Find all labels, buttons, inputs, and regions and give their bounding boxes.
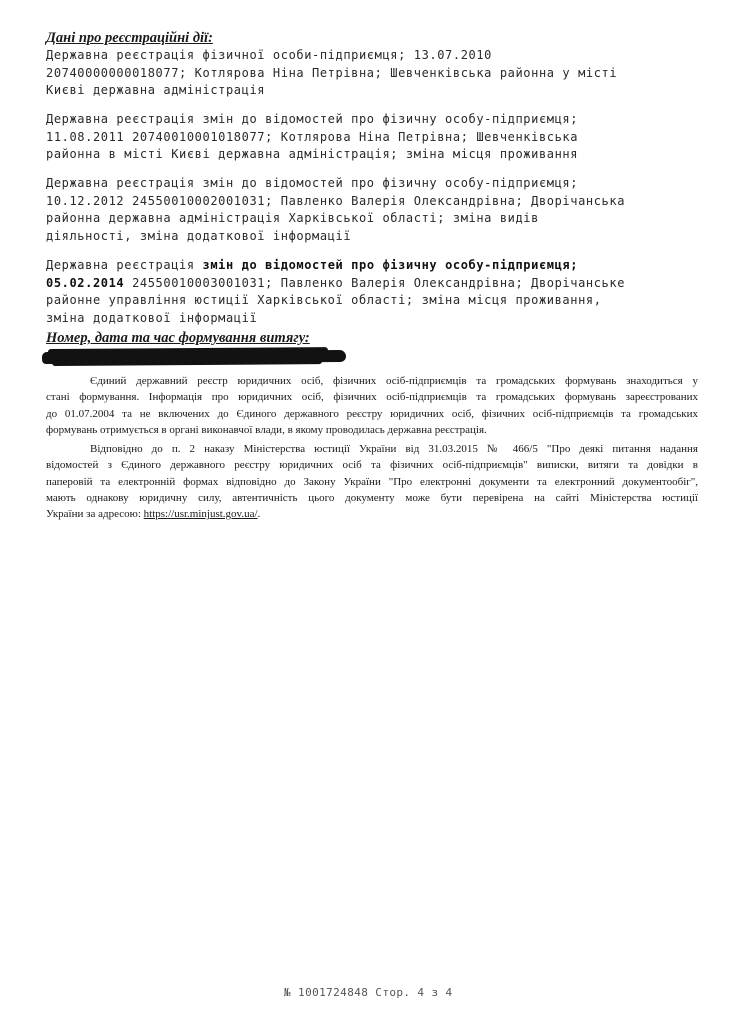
extract-heading: Номер, дата та час формування витягу: xyxy=(46,330,310,346)
entry-4-prefix: Державна реєстрація xyxy=(46,258,203,272)
entry-4-date: 05.02.2014 xyxy=(46,275,125,290)
legal-line-5-prefix: України за адресою: xyxy=(46,508,144,521)
legal-line-4: мають однакову юридичну силу, автентичність цього документу може бути перевірена на сайті Міністерства юстиції xyxy=(46,491,698,504)
notice-line-4: формувань отримується в органі виконавчої влади, в якому проводилась державна реєстрація. xyxy=(46,423,487,436)
minjust-link[interactable]: https://usr.minjust.gov.ua/ xyxy=(143,508,258,521)
entry-4-line-2 xyxy=(46,275,706,293)
registration-entry-3 xyxy=(46,175,706,245)
legal-line-5 xyxy=(46,506,698,522)
entry-2-line-2: 11.08.2011 20740010001018077; Котлярова Ніна Петрівна; Шевченківська xyxy=(46,129,579,144)
legal-line-1: Відповідно до п. 2 наказу Міністерства юстиції України від 31.03.2015 № 466/5 "Про деякі питання надання xyxy=(90,443,698,455)
entry-4-line-1 xyxy=(46,257,706,275)
registry-notice-paragraph xyxy=(46,373,698,438)
entry-3-line-1: Державна реєстрація змін до відомостей про фізичну особу-підприємця; xyxy=(46,176,579,190)
legal-line-5-suffix: . xyxy=(257,508,261,521)
notice-line-1: Єдиний державний реєстр юридичних осіб, фізичних осіб-підприємців та громадських формувань знаходиться у xyxy=(90,375,698,387)
registration-heading: Дані про реєстраційні дії: xyxy=(46,30,213,46)
entry-4-details: 24550010003001031; Павленко Валерія Олександрівна; Дворічанське xyxy=(124,275,626,290)
entry-3-line-4: діяльності, зміна додаткової інформації xyxy=(46,228,352,243)
notice-line-3: до 01.07.2004 та не включених до Єдиного державного реєстру юридичних осіб, фізичних осіб-підприємців та громадських xyxy=(46,407,698,420)
legal-line-2: відомостей з Єдиного державного реєстру юридичних осіб та фізичних осіб-підприємців" виписки, витяги та довідки в xyxy=(46,459,698,472)
registration-entry-1 xyxy=(46,47,706,100)
entry-4-bold-text: змін до відомостей про фізичну особу-підприємця; xyxy=(202,258,579,272)
legal-notice-paragraph xyxy=(46,441,698,522)
registration-entry-2 xyxy=(46,111,706,164)
entry-3-line-3: районна державна адміністрація Харківської області; зміна видів xyxy=(46,211,539,226)
entry-1-line-2: 20740000000018077; Котлярова Ніна Петрівна; Шевченківська районна у місті xyxy=(46,65,618,80)
entry-2-line-1: Державна реєстрація змін до відомостей про фізичну особу-підприємця; xyxy=(46,112,579,126)
entry-4-line-3: районне управління юстиції Харківської області; зміна місця проживання, xyxy=(46,293,602,308)
page-footer: № 1001724848 Стор. 4 з 4 xyxy=(284,986,453,999)
redaction-mark xyxy=(42,350,346,364)
entry-1-line-3: Києві державна адміністрація xyxy=(46,83,266,98)
entry-3-line-2: 10.12.2012 24550010002001031; Павленко Валерія Олександрівна; Дворічанська xyxy=(46,193,626,208)
registration-entry-4 xyxy=(46,257,706,327)
entry-4-line-4: зміна додаткової інформації xyxy=(46,310,258,325)
legal-line-3: паперовій та електронній формах відповідно до Закону України "Про електронні документи та електронний документообіг", xyxy=(46,475,698,488)
entry-2-line-3: районна в місті Києві державна адміністрація; зміна місця проживання xyxy=(46,147,579,162)
notice-line-2: стані формування. Інформація про юридичних осіб, фізичних осіб-підприємців та громадських формувань зареєстрованих xyxy=(46,391,698,404)
entry-1-line-1: Державна реєстрація фізичної особи-підприємця; 13.07.2010 xyxy=(46,48,493,62)
